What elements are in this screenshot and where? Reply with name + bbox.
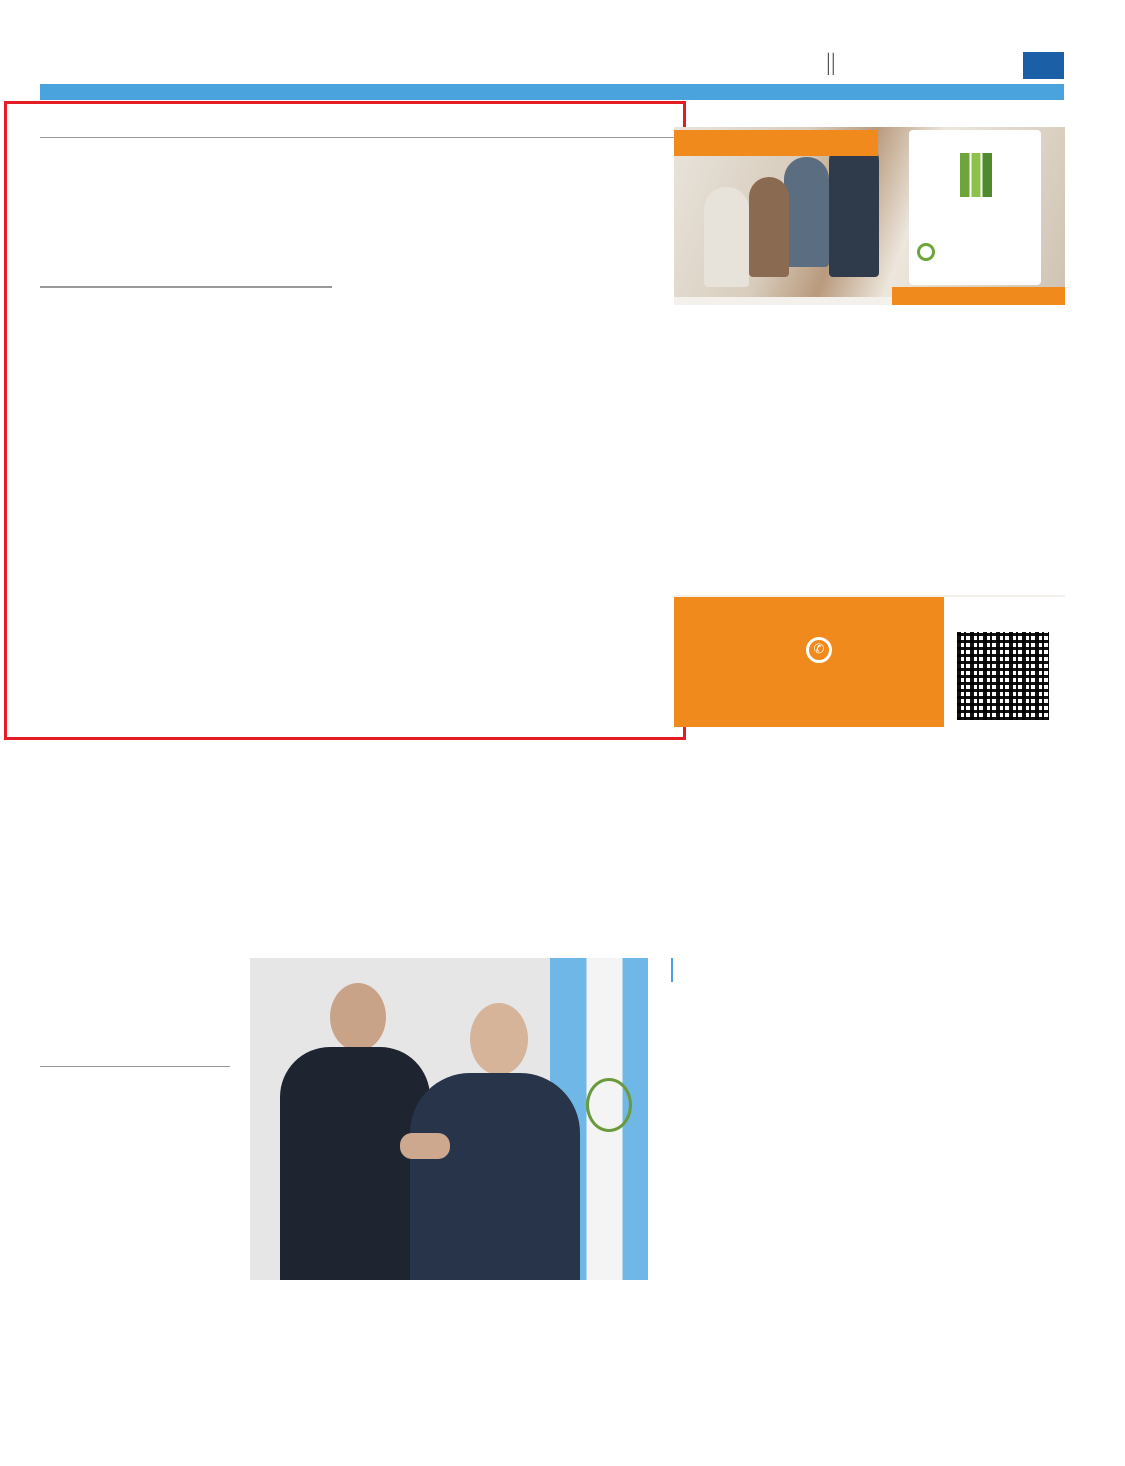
ad-photo-person [704,187,749,287]
whatsapp-icon[interactable]: ✆ [806,637,832,663]
university-ad [674,127,1065,727]
handshake [400,1133,450,1159]
accreditation-icon [917,243,935,261]
section-name-wrap: || [826,50,836,76]
flag-emblem [586,1078,632,1132]
article2-byline-rule [40,1066,230,1067]
person-body [280,1047,430,1280]
article1-byline-rule [40,286,332,288]
person-head [470,1003,528,1075]
lp-logo [1023,52,1064,79]
sidebar-box-rule [671,958,673,982]
person-head [330,983,386,1051]
ad-photo-person [749,177,789,277]
article2-photo [250,958,648,1280]
qr-code[interactable] [957,632,1049,720]
highlight-frame [4,101,686,740]
person-body [410,1073,580,1280]
person-giammattei [280,983,430,1280]
article1-kicker-rule [40,137,674,138]
ad-inscripciones [892,287,1065,306]
university-logo-icon [960,153,992,197]
ad-headline [674,130,878,156]
ad-white-area [674,305,1065,595]
ad-photo-person [784,157,829,267]
slogan-band [40,84,1064,100]
ad-photo-person [829,137,879,277]
article1-col1 [40,289,332,306]
